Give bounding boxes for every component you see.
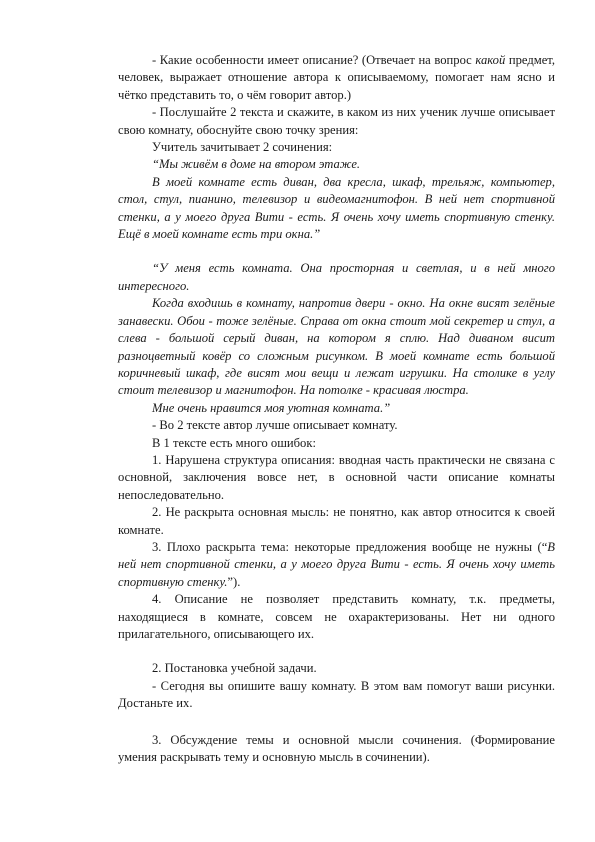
paragraph-teacher-reads: Учитель зачитывает 2 сочинения: (152, 140, 333, 155)
error-item-4: 4. Описание не позволяет представить комнату, т.к. предметы, находящиеся в комнате, совсем не охарактеризованы. Нет ни одного прилагательного, описывающего их. (118, 592, 555, 641)
text-run: 3. Плохо раскрыта тема: некоторые предложения вообще не нужны (“ (152, 539, 548, 554)
essay2-body: Когда входишь в комнату, напротив двери - окно. На окне висят зелёные занавески. Обои - тоже зелёные. Справа от окна стоит мой секретер и стул, а слева - большой серый диван, на котором я сплю. Над диваном висит разноцветный ковёр со сложным рисунком. В моей комнате есть большой коричневый шкаф, где висят мои вещи и лежат игрушки. На столике в углу стоит телевизор и магнитофон. На потолке - красивая люстра. (118, 296, 555, 398)
text-run: предмет, человек, выражает отношение автора к описываемому, помогает нам ясно и чётко представить то, о чём говорит автор.) (118, 53, 555, 102)
essay1-line1: “Мы живём в доме на втором этаже. (152, 157, 361, 172)
document-page (118, 52, 555, 766)
spacer (118, 713, 555, 732)
text-run: ”). (227, 574, 241, 589)
section-2-heading: 2. Постановка учебной задачи. (152, 661, 317, 676)
section-3-heading: 3. Обсуждение темы и основной мысли сочинения. (Формирование умения раскрывать тему и основную мысль в сочинении). (118, 732, 555, 765)
paragraph-errors-heading: В 1 тексте есть много ошибок: (152, 435, 316, 450)
essay2-intro: “У меня есть комната. Она просторная и светлая, и в ней много интересного. (118, 261, 555, 293)
text-run: - Какие особенности имеет описание? (Отвечает на вопрос (152, 53, 476, 67)
paragraph-instruction: - Послушайте 2 текста и скажите, в каком из них ученик лучше описывает свою комнату, обоснуйте свою точку зрения: (118, 105, 555, 137)
paragraph-answer: - Во 2 тексте автор лучше описывает комнату. (152, 418, 398, 433)
spacer (118, 643, 555, 660)
paragraph-question (118, 52, 555, 104)
text-run-italic: какой (475, 53, 506, 67)
essay2-conclusion: Мне очень нравится моя уютная комната.” (152, 400, 391, 415)
text-run-italic: В ней нет спортивной стенки, а у моего друга Вити - есть. Я очень хочу иметь спортивную стенку. (118, 539, 555, 589)
section-2-text: - Сегодня вы опишите вашу комнату. В этом вам помогут ваши рисунки. Достаньте их. (118, 678, 555, 711)
error-item-1: 1. Нарушена структура описания: вводная часть практически не связана с основной, заключения вовсе нет, в основной части описание комнаты непоследовательно. (118, 452, 555, 502)
error-item-3 (118, 539, 555, 591)
error-item-2: 2. Не раскрыта основная мысль: не понятно, как автор относится к своей комнате. (118, 505, 555, 537)
spacer (118, 243, 555, 260)
essay1-body: В моей комнате есть диван, два кресла, шкаф, трельяж, компьютер, стол, стул, пианино, телевизор и видеомагнитофон. В ней нет спортивной стенки, а у моего друга Вити - есть. Я очень хочу иметь спортивную стенку. Ещё в моей комнате есть три окна.” (118, 174, 555, 242)
